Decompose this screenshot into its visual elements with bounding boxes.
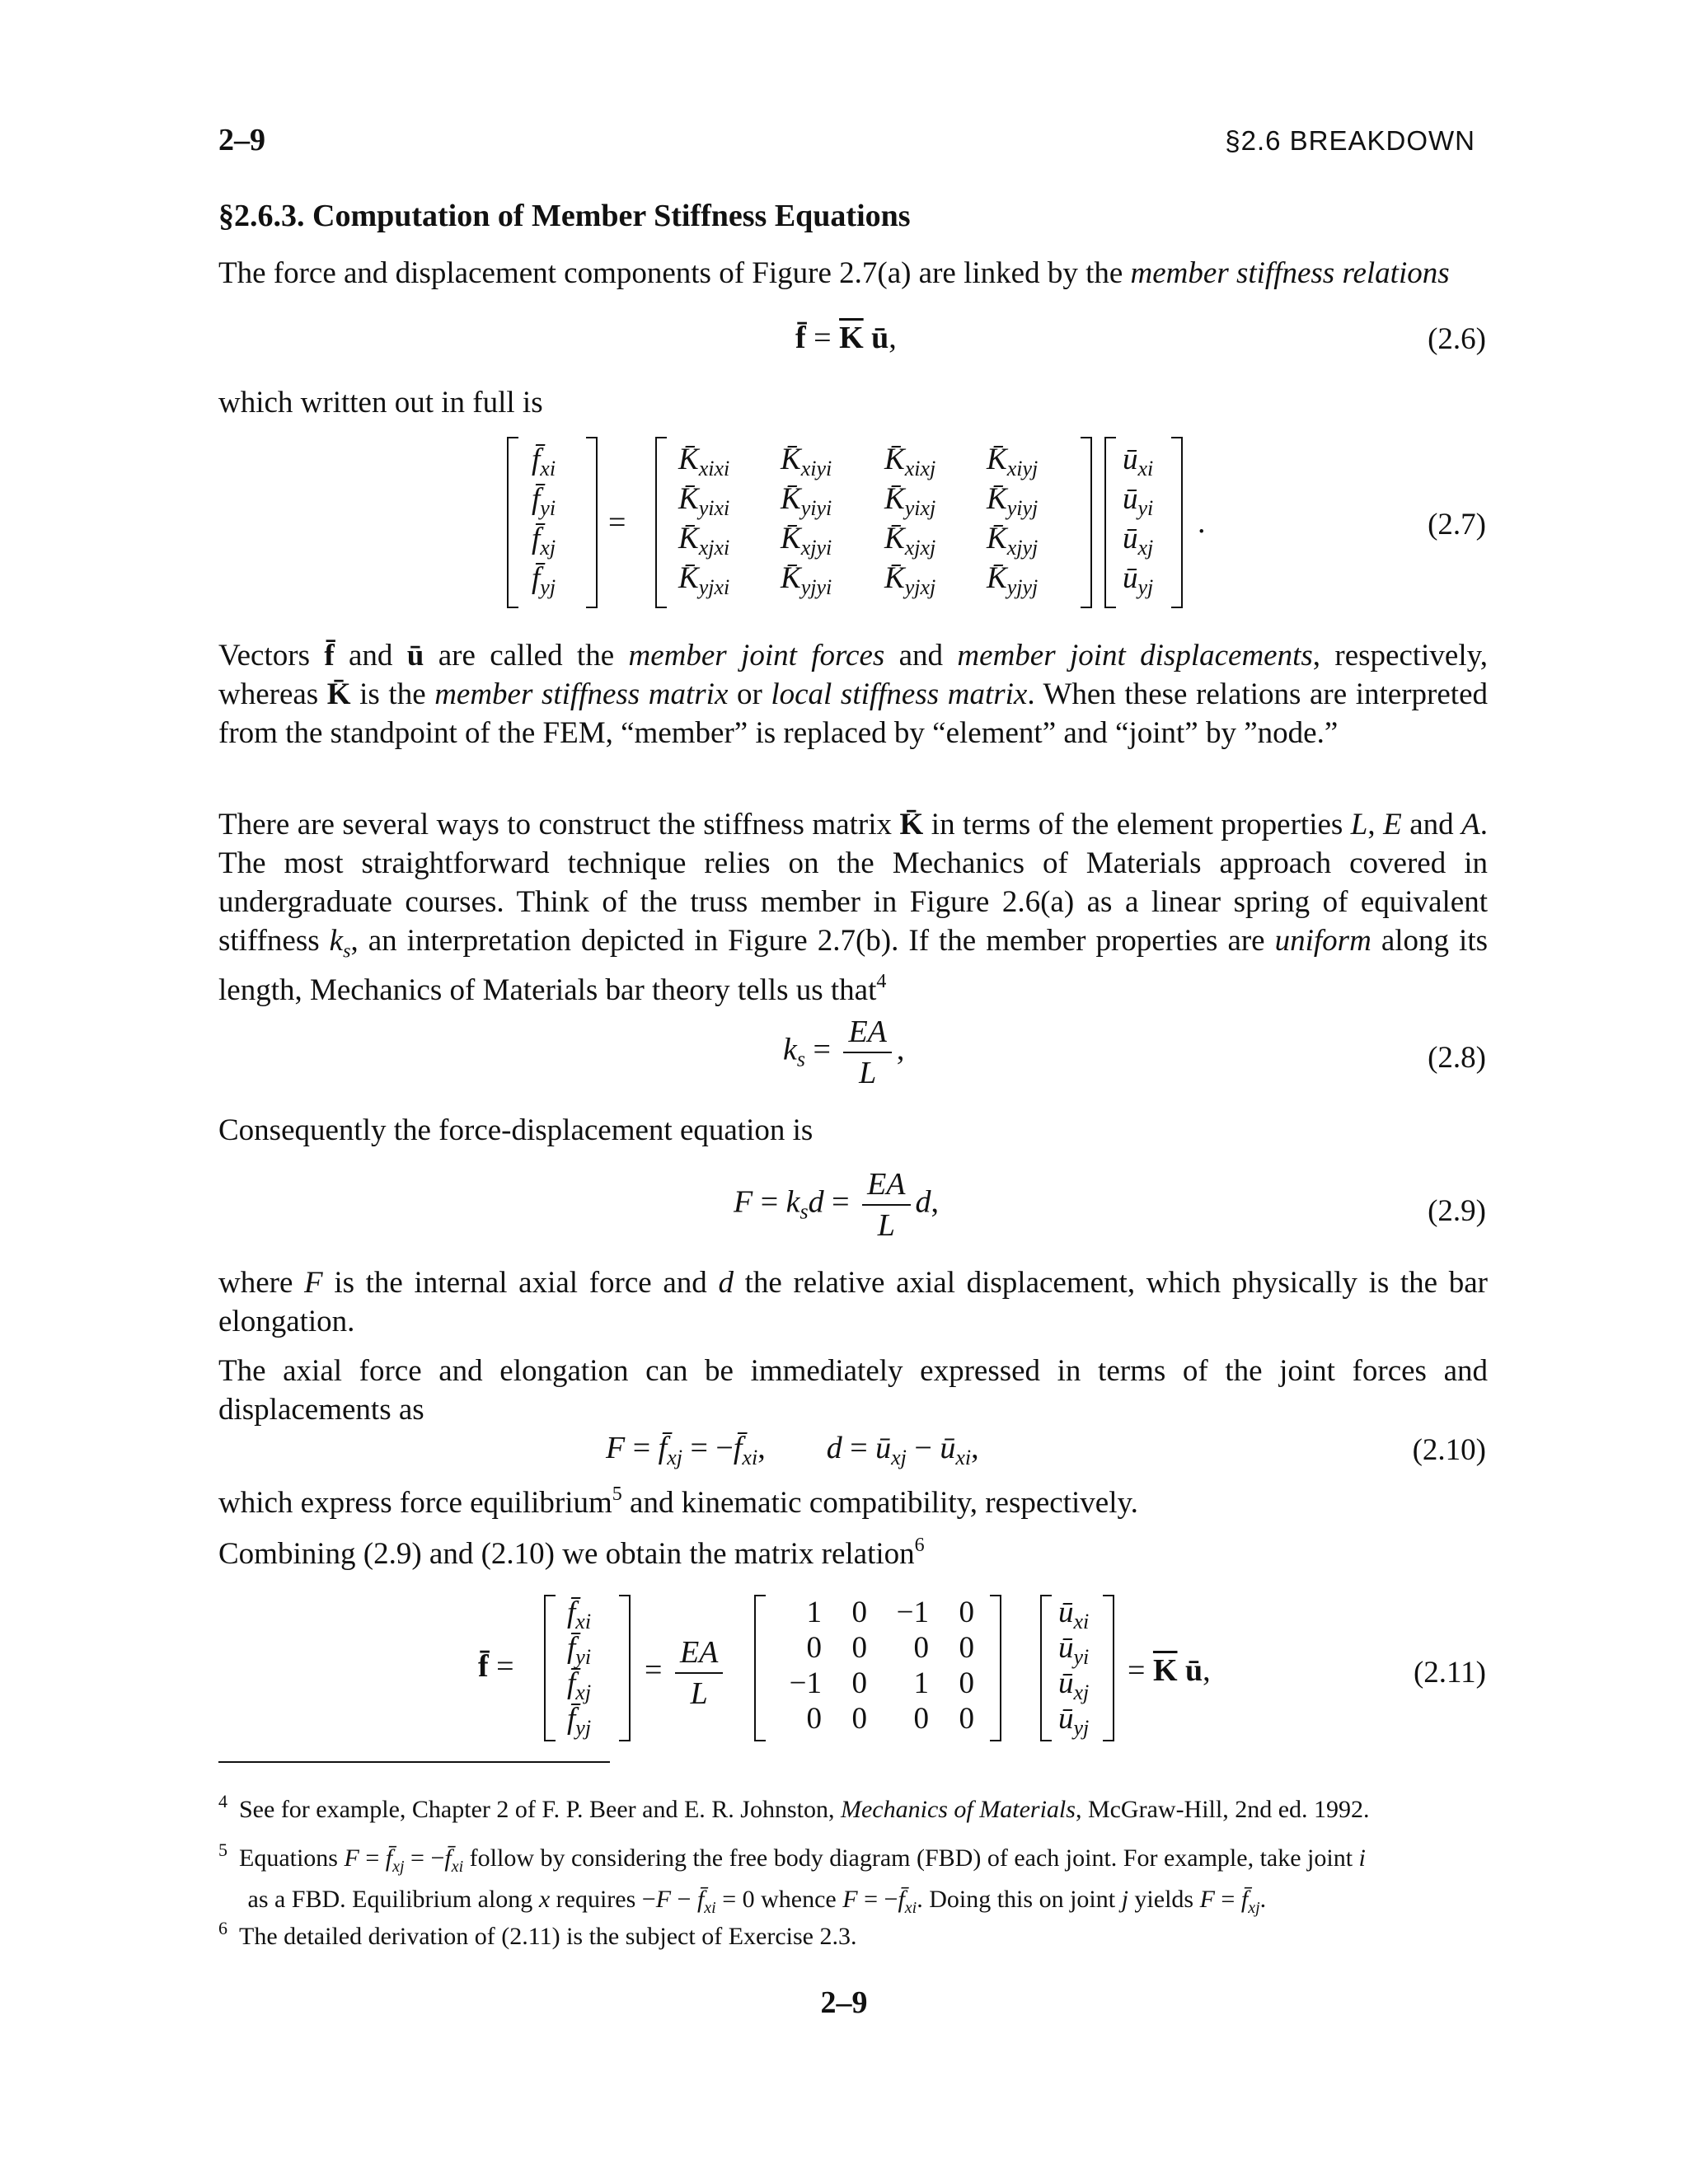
coefficient-matrix-entry: −1 bbox=[789, 1666, 822, 1700]
document-page: 2–9 §2.6 BREAKDOWN §2.6.3. Computation of Member Stiffness Equations The force and displacement components of Figure 2.7(a) are linked by the member stiffness relations f̄ = $\overline{K}$ ū, (2.6) which written out in full is $f̄_{xi}$ $f̄_{yi}$ $f̄_{xj}$ $f̄_{yj}$ = $K̄_{xixi}$ $K̄_{xiyi}$ $K̄_{xixj}$ $K̄_{xiyj}$ $K̄_{yixi}$ $K̄_{yiyi}$ $K̄_{yixj}$ $K̄_{yiyj}$ $K̄_{xjxi}$ $K̄_{xjyi}$ $K̄_{xjxj}$ $K̄_{xjyj}$ $K̄_{yjxi}$ $K̄_{yjyi}$ $K̄_{yjxj}$ $K̄_{yjyj}$ $ū_{xi}$ $ū_{yi}$ $ū_{xj}$ $ū_{yj}$ . (2.7) Vectors f̄ and ū are called the member joint forces and member joint displacements, respectively, whereas K̄ is the member stiffness matrix or local stiffness matrix. When these relations are interpreted from the standpoint of the FEM, “member” is replaced by “element” and “joint” by ”node.” There are several ways to construct the stiffness matrix K̄ in terms of the element properties L, E and A. The most straightforward technique relies on the Mechanics of Materials approach covered in undergraduate courses. Think of the truss member in Figure 2.6(a) as a linear spring of equivalent stiffness $k_s$, an interpretation depicted in Figure 2.7(b). If the member properties are uniform along its length, Mechanics of Materials bar theory tells us that$^4$ $k_s$ = $\frac{EA}{L}$ , (2.8) Consequently the force-displacement equation is $F = k_sd$ = $\frac{EA}{L}$ d, (2.9) where F is the internal axial force and d the relative axial displacement, which physically is the bar elongation. The axial force and elongation can be immediately expressed in terms of the joint forces and displacements as $F = f̄_{xj}$ = $-f̄_{xi}$, $d = ū_{xj}$ − $ū_{xi}$, (2.10) which express force equilibrium$^5$ and kinematic compatibility, respectively. Combining (2.9) and (2.10) we obtain the matrix relation$^6$ f̄ = $f̄_{xi}$ $f̄_{yi}$ $f̄_{xj}$ $f̄_{yj}$ = $\frac{EA}{L}$ 1 0 −1 0 0 0 0 0 −1 0 1 0 0 0 0 0 $ū_{xi}$ $ū_{yi}$ $ū_{xj}$ $ū_{yj}$ = $\overline{K}$ ū, (2.11) $^4$ See for example, Chapter 2 of F. P. Beer and E. R. Johnston, Mechanics of Materials, McGraw-Hill, 2nd ed. 1992. $^5$ Equations $F = f̄_{xj}$ = $-f̄_{xi}$ follow by considering the free body diagram (FBD) of each joint. For example, take joint i as a FBD. Equilibrium along x requires $-F - f̄_{xi} = 0$ whence $F = -f̄_{xi}$. Doing this on joint j yields $F = f̄_{xj}$. $^6$ The detailed derivation of (2.11) is the subject of Exercise 2.3. 2–9 bbox=[0, 0, 1688, 2184]
paragraph-equilibrium: which express force equilibrium$^5$ and kinematic compatibility, respectively. bbox=[218, 1483, 1138, 1520]
paragraph-joint-expression: The axial force and elongation can be immediately expressed in terms of the joint forces and displacements as bbox=[218, 1354, 1488, 1427]
stiffness-matrix-entry: $K̄_{yiyi}$ bbox=[781, 482, 832, 520]
equation-number-2-9: (2.9) bbox=[1428, 1194, 1486, 1228]
stiffness-matrix-entry: $K̄_{xiyi}$ bbox=[781, 443, 832, 480]
footnote-5: $^5$ Equations $F = f̄_{xj}$ = $-f̄_{xi}$ follow by considering the free body diagram (FBD) of each joint. For example, take joint i as a FBD. Equilibrium along x requires $-F - f̄_{xi} = 0$ whence $F = -f̄_{xi}$. Doing this on joint j yields $F = f̄_{xj}$. bbox=[218, 1840, 1366, 1917]
coefficient-matrix-entry: 0 bbox=[959, 1702, 974, 1736]
footnote-4: $^4$ See for example, Chapter 2 of F. P. Beer and E. R. Johnston, Mechanics of Materials, McGraw-Hill, 2nd ed. 1992. bbox=[218, 1791, 1370, 1823]
paragraph-combining: Combining (2.9) and (2.10) we obtain the matrix relation$^6$ bbox=[218, 1535, 925, 1571]
stiffness-matrix-entry: $K̄_{yjxj}$ bbox=[884, 561, 936, 599]
coefficient-matrix-entry: 1 bbox=[913, 1666, 929, 1700]
force-vector-matrix-2-11: $f̄_{xi}$ $f̄_{yi}$ $f̄_{xj}$ $f̄_{yj}$ bbox=[544, 1595, 631, 1741]
stiffness-matrix-entry: $K̄_{xjyj}$ bbox=[987, 522, 1039, 560]
coefficient-matrix-entry: 0 bbox=[913, 1702, 929, 1736]
equation-number-2-11: (2.11) bbox=[1413, 1656, 1486, 1690]
paragraph-axial-force: where F is the internal axial force and d the relative axial displacement, which physically is the bar elongation. bbox=[218, 1266, 1489, 1338]
coefficient-matrix-entry: 0 bbox=[959, 1596, 974, 1629]
coefficient-matrix-entry: 0 bbox=[913, 1631, 929, 1665]
stiffness-matrix-entry: $K̄_{xjxj}$ bbox=[884, 522, 936, 560]
displacement-vector-matrix-2-11: $ū_{xi}$ $ū_{yi}$ $ū_{xj}$ $ū_{yj}$ bbox=[1040, 1595, 1114, 1741]
coefficient-matrix-2-11 bbox=[754, 1595, 1001, 1741]
equation-2-8: $k_s$ = $\frac{EA}{L}$ , bbox=[783, 1015, 905, 1090]
stiffness-matrix-entry: $K̄_{xiyj}$ bbox=[987, 443, 1039, 480]
stiffness-matrix-entry: $K̄_{yiyj}$ bbox=[987, 482, 1039, 520]
page-footer-number: 2–9 bbox=[820, 1985, 868, 2020]
coefficient-matrix-entry: 0 bbox=[806, 1702, 822, 1736]
equation-number-2-6: (2.6) bbox=[1428, 322, 1486, 356]
coefficient-matrix-entry: 0 bbox=[959, 1631, 974, 1665]
coefficient-matrix-entry: 0 bbox=[851, 1596, 867, 1629]
running-head-page-number: 2–9 bbox=[218, 123, 265, 157]
stiffness-matrix-entry: $K̄_{yixi}$ bbox=[678, 482, 730, 520]
displacement-vector-matrix: $ū_{xi}$ $ū_{yi}$ $ū_{xj}$ $ū_{yj}$ bbox=[1104, 437, 1183, 608]
paragraph-vectors: Vectors f̄ and ū are called the member joint forces and member joint displacements, respectively, whereas K̄ is the member stiffness matrix or local stiffness matrix. When these relations are interpreted from the standpoint of the FEM, “member” is replaced by “element” and “joint” by ”node.” bbox=[218, 639, 1488, 750]
stiffness-matrix-entry: $K̄_{xjyi}$ bbox=[781, 522, 832, 560]
section-heading: §2.6.3. Computation of Member Stiffness Equations bbox=[218, 199, 911, 233]
force-vector-matrix: $f̄_{xi}$ $f̄_{yi}$ $f̄_{xj}$ $f̄_{yj}$ bbox=[507, 437, 598, 608]
equation-number-2-10: (2.10) bbox=[1412, 1433, 1486, 1467]
footnote-rule bbox=[218, 1761, 610, 1763]
stiffness-matrix-entry: $K̄_{xixj}$ bbox=[884, 443, 936, 480]
stiffness-matrix-entry: $K̄_{yjyj}$ bbox=[987, 561, 1039, 599]
equation-2-6: f̄ = $\overline{K}$ ū, bbox=[795, 321, 897, 355]
stiffness-matrix bbox=[655, 437, 1092, 608]
stiffness-matrix-entry: $K̄_{yjyi}$ bbox=[781, 561, 832, 599]
equation-2-9: $F = k_sd$ = $\frac{EA}{L}$ d, bbox=[734, 1167, 940, 1243]
coefficient-matrix-entry: −1 bbox=[896, 1596, 929, 1629]
coefficient-matrix-entry: 0 bbox=[851, 1702, 867, 1736]
coefficient-matrix-entry: 0 bbox=[806, 1631, 822, 1665]
stiffness-matrix-entry: $K̄_{xjxi}$ bbox=[678, 522, 730, 560]
footnote-6: $^6$ The detailed derivation of (2.11) is the subject of Exercise 2.3. bbox=[218, 1918, 857, 1950]
equation-number-2-7: (2.7) bbox=[1428, 508, 1486, 541]
coefficient-matrix-entry: 0 bbox=[959, 1666, 974, 1700]
stiffness-matrix-entry: $K̄_{xixi}$ bbox=[678, 443, 730, 480]
stiffness-matrix-entry: $K̄_{yjxi}$ bbox=[678, 561, 730, 599]
stiffness-matrix-entry: $K̄_{yixj}$ bbox=[884, 482, 936, 520]
coefficient-matrix-entry: 0 bbox=[851, 1631, 867, 1665]
equation-number-2-8: (2.8) bbox=[1428, 1041, 1486, 1075]
paragraph-stiffness-construction: There are several ways to construct the stiffness matrix K̄ in terms of the element properties L, E and A. The most straightforward technique relies on the Mechanics of Materials approach covered in undergraduate courses. Think of the truss member in Figure 2.6(a) as a linear spring of equivalent stiffness $k_s$, an interpretation depicted in Figure 2.7(b). If the member properties are uniform along its length, Mechanics of Materials bar theory tells us that$^4$ bbox=[218, 808, 1488, 1008]
paragraph-intro: The force and displacement components of Figure 2.7(a) are linked by the member stiffness relations bbox=[218, 256, 1450, 290]
paragraph-force-displacement: Consequently the force-displacement equation is bbox=[218, 1113, 814, 1147]
coefficient-matrix-entry: 0 bbox=[851, 1666, 867, 1700]
coefficient-matrix-entry: 1 bbox=[806, 1596, 822, 1629]
paragraph-full-form: which written out in full is bbox=[218, 386, 543, 419]
running-head-section: §2.6 BREAKDOWN bbox=[1225, 125, 1475, 156]
equation-2-10: $F = f̄_{xj}$ = $-f̄_{xi}$, $d = ū_{xj}$ − $ū_{xi}$, bbox=[606, 1431, 979, 1469]
